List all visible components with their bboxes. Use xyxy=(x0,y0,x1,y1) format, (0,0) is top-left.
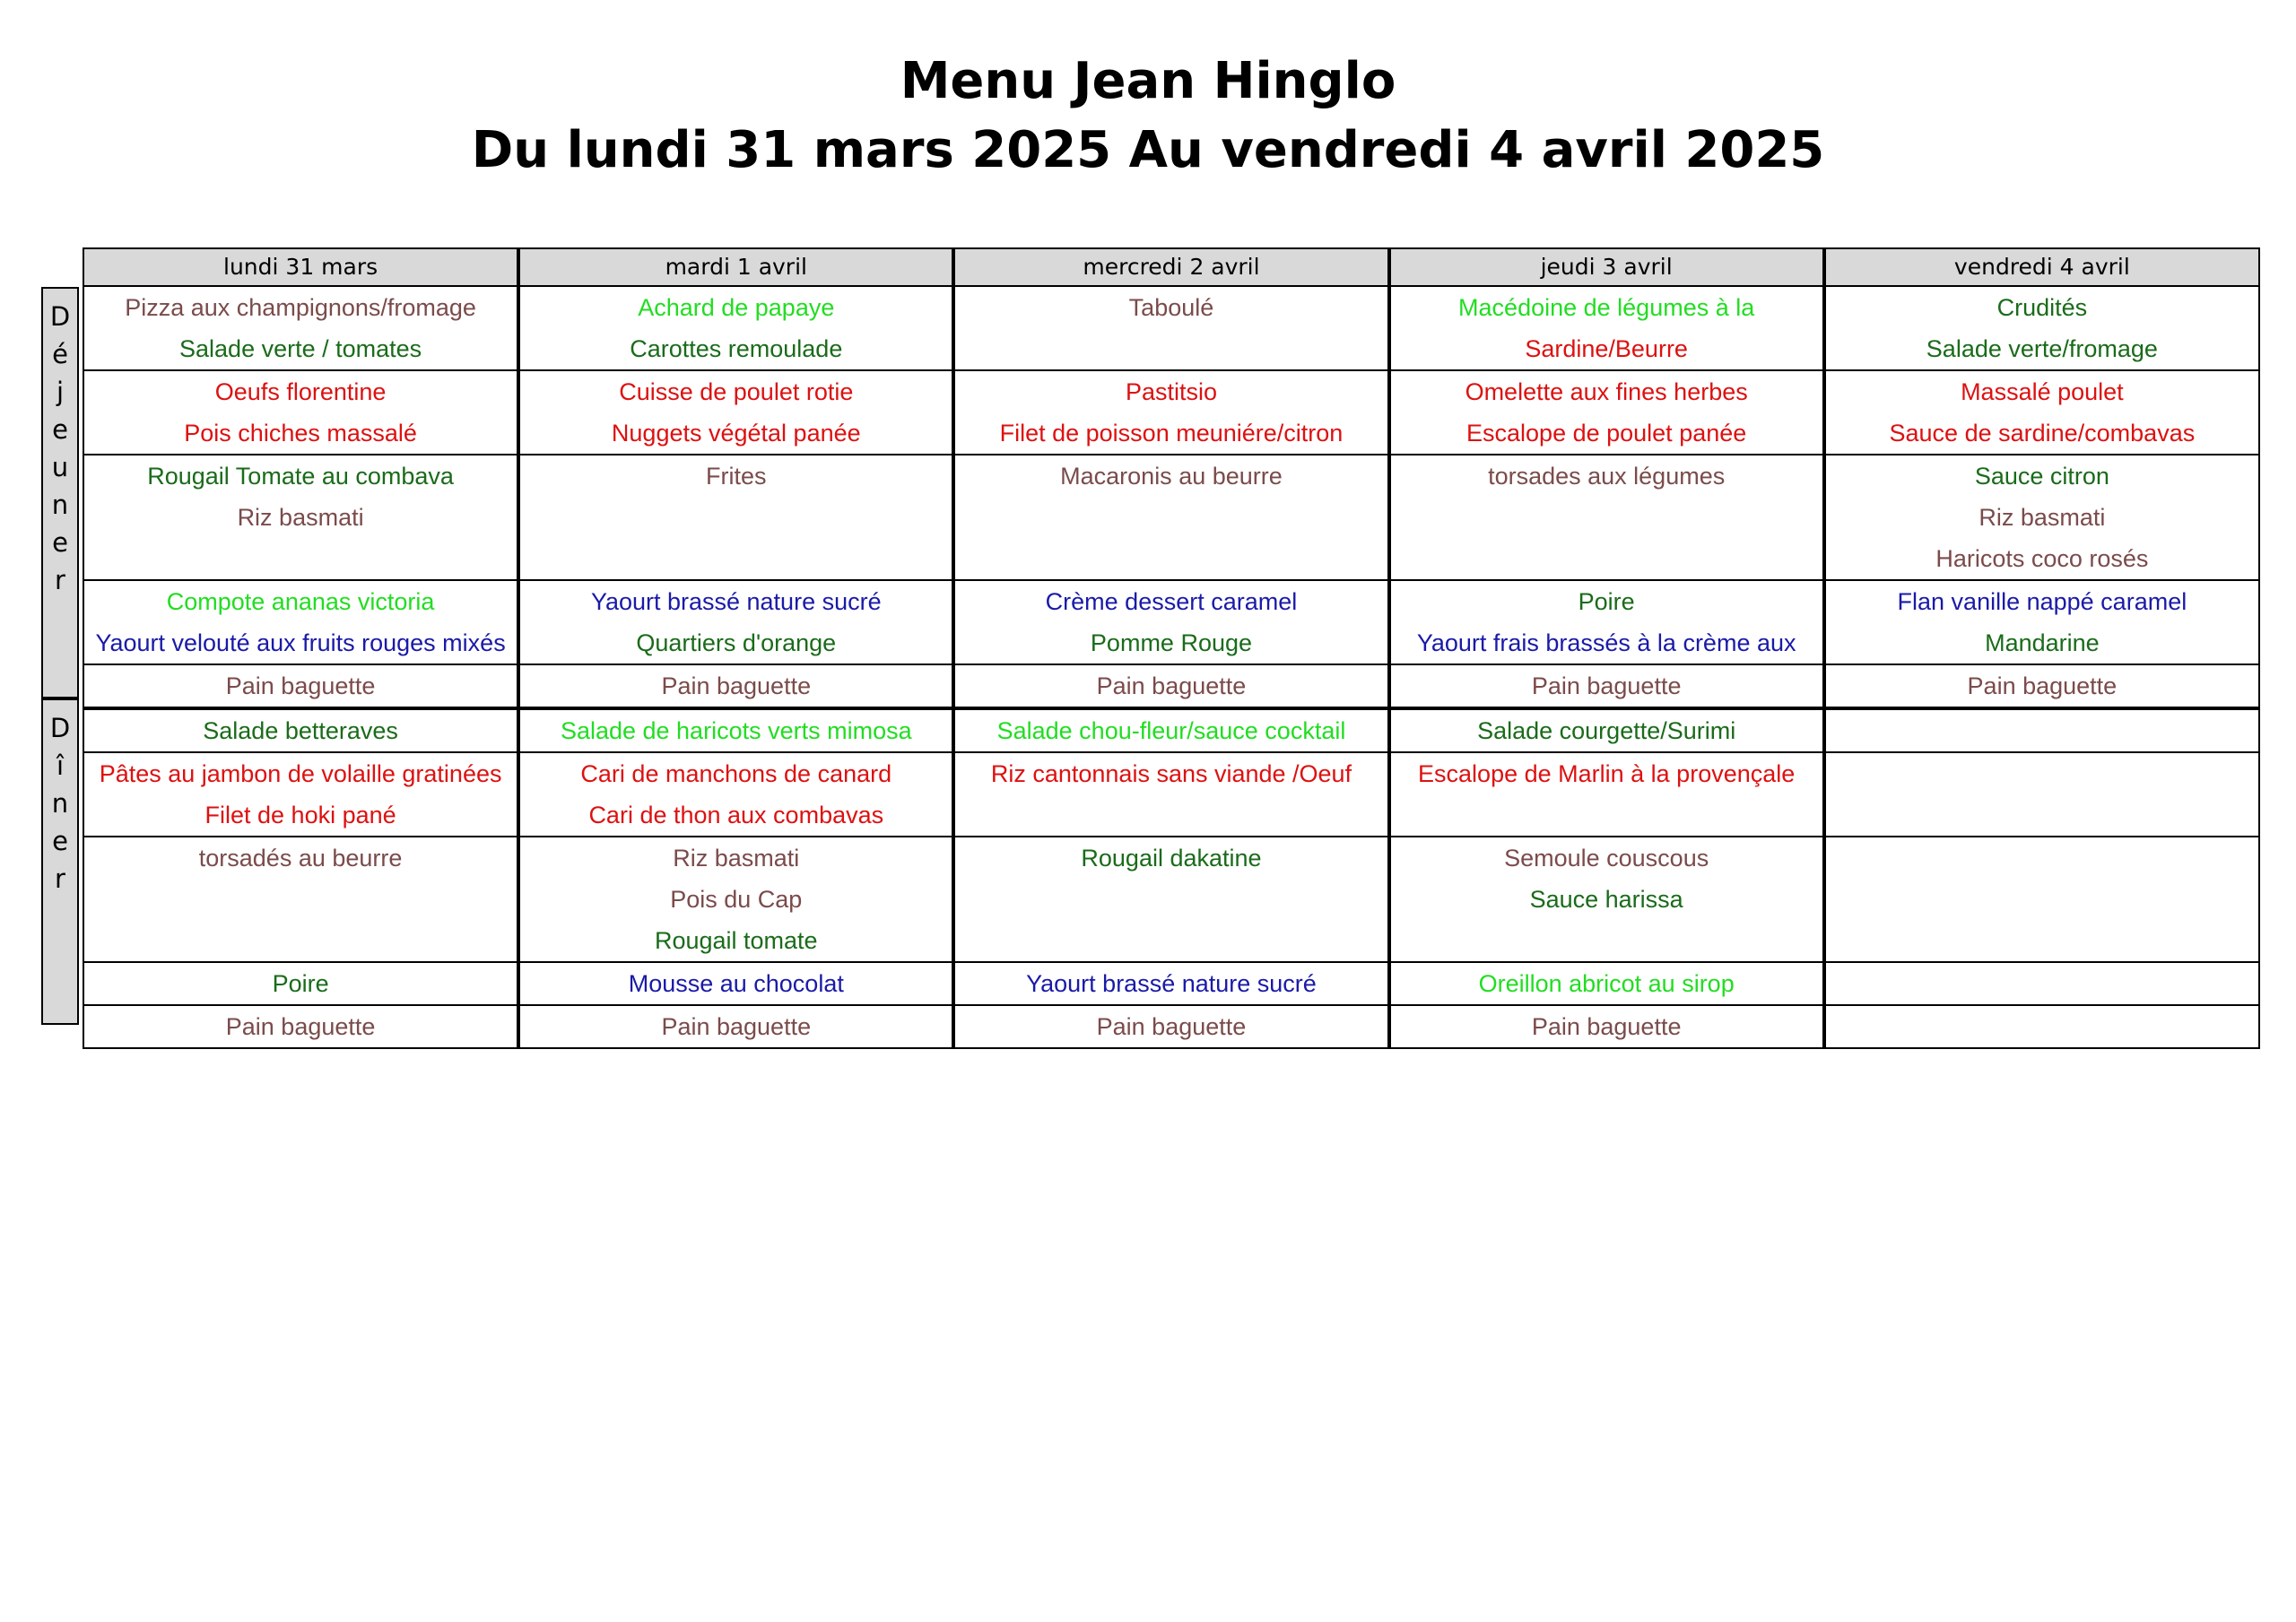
section-letter: j xyxy=(56,377,65,407)
section-letter: n xyxy=(51,788,69,819)
dish-text: Escalope de poulet panée xyxy=(1466,420,1747,447)
dish-text xyxy=(520,538,952,579)
dish-text xyxy=(1391,497,1822,538)
menu-cell xyxy=(518,664,953,708)
menu-cell xyxy=(953,708,1388,752)
section-label-dejeuner xyxy=(41,287,79,698)
dish-text: Rougail dakatine xyxy=(1081,845,1262,872)
dish-text xyxy=(1391,794,1822,836)
menu-cell xyxy=(953,455,1388,580)
dish-text xyxy=(955,497,1387,538)
dish-text: Crème dessert caramel xyxy=(1045,588,1298,615)
dish-text: Yaourt velouté aux fruits rouges mixés xyxy=(95,629,506,656)
dish-text: Pain baguette xyxy=(1531,672,1682,699)
dish-text: Pizza aux champignons/fromage xyxy=(125,294,476,321)
section-letter: é xyxy=(52,339,68,369)
dish-text: Rougail tomate xyxy=(654,927,818,954)
dish-text: Pomme Rouge xyxy=(1090,629,1253,656)
menu-cell xyxy=(1824,370,2259,455)
dish-text xyxy=(84,920,517,961)
dish-text: Sauce citron xyxy=(1974,463,2109,490)
section-letter: î xyxy=(56,750,65,781)
dish-text xyxy=(955,328,1387,369)
menu-cell xyxy=(83,286,518,370)
dish-text: Sauce de sardine/combavas xyxy=(1889,420,2196,447)
dish-text: Riz basmati xyxy=(673,845,800,872)
menu-cell xyxy=(1824,837,2259,962)
dish-text: torsadés au beurre xyxy=(198,845,403,872)
dejeuner-plat-row xyxy=(83,370,2259,455)
menu-cell xyxy=(1824,455,2259,580)
menu-cell xyxy=(1389,962,1824,1005)
menu-cell xyxy=(1824,664,2259,708)
dish-text: Frites xyxy=(706,463,767,490)
menu-cell xyxy=(953,752,1388,837)
dish-text: Yaourt brassé nature sucré xyxy=(590,588,882,615)
menu-cell xyxy=(1389,664,1824,708)
section-letter: r xyxy=(55,863,65,894)
dish-text: Haricots coco rosés xyxy=(1935,545,2149,572)
menu-cell xyxy=(1389,752,1824,837)
dish-text: Riz basmati xyxy=(237,504,364,531)
dish-text: Rougail Tomate au combava xyxy=(147,463,454,490)
diner-dessert-row xyxy=(83,962,2259,1005)
menu-cell xyxy=(1389,580,1824,664)
section-letter: e xyxy=(52,527,68,558)
dish-text: Quartiers d'orange xyxy=(636,629,837,656)
menu-cell xyxy=(83,708,518,752)
dish-text: Poire xyxy=(272,970,329,997)
dish-text: Pâtes au jambon de volaille gratinées xyxy=(99,760,502,787)
diner-plat-row xyxy=(83,752,2259,837)
menu-cell xyxy=(1389,708,1824,752)
dish-text: Pain baguette xyxy=(661,1013,812,1040)
diner-pain-row xyxy=(83,1005,2259,1048)
dish-text: Riz cantonnais sans viande /Oeuf xyxy=(990,760,1352,787)
section-letter: r xyxy=(55,565,65,595)
diner-accompagnement-row xyxy=(83,837,2259,962)
dish-text: Salade chou-fleur/sauce cocktail xyxy=(996,717,1346,744)
dish-text: Filet de hoki pané xyxy=(204,802,396,828)
section-letter: n xyxy=(51,490,69,520)
dish-text xyxy=(1826,753,2258,794)
dish-text xyxy=(955,879,1387,920)
menu-date-range: Du lundi 31 mars 2025 Au vendredi 4 avril 2025 xyxy=(471,121,1825,179)
dish-text: Salade verte / tomates xyxy=(179,335,422,362)
dish-text xyxy=(1826,710,2258,751)
menu-cell xyxy=(953,580,1388,664)
dish-text: Salade betteraves xyxy=(203,717,398,744)
dejeuner-entree-row xyxy=(83,286,2259,370)
menu-cell xyxy=(83,370,518,455)
menu-cell xyxy=(518,580,953,664)
menu-cell xyxy=(83,837,518,962)
menu-cell xyxy=(1389,286,1824,370)
day-header: vendredi 4 avril xyxy=(1824,248,2259,286)
section-letter: e xyxy=(52,826,68,856)
menu-cell xyxy=(518,370,953,455)
menu-cell xyxy=(83,1005,518,1048)
dish-text xyxy=(955,538,1387,579)
dish-text: Pois chiches massalé xyxy=(184,420,417,447)
menu-cell xyxy=(953,370,1388,455)
dish-text: Pain baguette xyxy=(225,672,376,699)
diner-entree-row xyxy=(83,708,2259,752)
dish-text: Pain baguette xyxy=(1096,672,1247,699)
menu-cell xyxy=(518,752,953,837)
dish-text: Yaourt frais brassés à la crème aux xyxy=(1416,629,1796,656)
dish-text: Pain baguette xyxy=(1096,1013,1247,1040)
dish-text xyxy=(520,497,952,538)
menu-cell xyxy=(1824,752,2259,837)
menu-cell xyxy=(953,837,1388,962)
dish-text xyxy=(955,920,1387,961)
section-label-diner xyxy=(41,698,79,1025)
menu-cell xyxy=(83,962,518,1005)
menu-cell xyxy=(518,962,953,1005)
menu-cell xyxy=(1824,580,2259,664)
dejeuner-dessert-row xyxy=(83,580,2259,664)
dish-text: Sardine/Beurre xyxy=(1525,335,1688,362)
menu-cell xyxy=(1389,455,1824,580)
dish-text: Pain baguette xyxy=(1967,672,2118,699)
menu-cell xyxy=(953,962,1388,1005)
menu-cell xyxy=(1389,837,1824,962)
dish-text: Poire xyxy=(1578,588,1635,615)
dish-text: torsades aux légumes xyxy=(1488,463,1726,490)
dish-text: Riz basmati xyxy=(1979,504,2106,531)
dish-text: Pain baguette xyxy=(1531,1013,1682,1040)
menu-cell xyxy=(518,708,953,752)
day-header: jeudi 3 avril xyxy=(1389,248,1824,286)
dish-text xyxy=(955,794,1387,836)
dish-text: Nuggets végétal panée xyxy=(611,420,861,447)
dish-text xyxy=(84,879,517,920)
dish-text: Oeufs florentine xyxy=(214,378,387,405)
menu-cell xyxy=(518,455,953,580)
page-title xyxy=(0,47,2296,185)
dish-text: Macaronis au beurre xyxy=(1060,463,1283,490)
day-header: mardi 1 avril xyxy=(518,248,953,286)
menu-cell xyxy=(83,455,518,580)
dish-text xyxy=(1826,794,2258,836)
dish-text: Oreillon abricot au sirop xyxy=(1478,970,1735,997)
dish-text xyxy=(1826,837,2258,879)
menu-cell xyxy=(1824,962,2259,1005)
dish-text xyxy=(1391,920,1822,961)
dish-text: Massalé poulet xyxy=(1961,378,2124,405)
dish-text: Compote ananas victoria xyxy=(166,588,435,615)
dish-text: Salade courgette/Surimi xyxy=(1477,717,1736,744)
dish-text xyxy=(1826,920,2258,961)
menu-table xyxy=(83,247,2260,1049)
menu-cell xyxy=(1824,1005,2259,1048)
section-letter: e xyxy=(52,414,68,445)
dish-text xyxy=(1826,963,2258,1004)
menu-cell xyxy=(953,1005,1388,1048)
dish-text: Pois du Cap xyxy=(670,886,803,913)
day-header: lundi 31 mars xyxy=(83,248,518,286)
dish-text: Salade de haricots verts mimosa xyxy=(560,717,912,744)
dish-text xyxy=(84,538,517,579)
menu-cell xyxy=(1824,286,2259,370)
menu-cell xyxy=(83,580,518,664)
dish-text: Achard de papaye xyxy=(638,294,835,321)
menu-cell xyxy=(83,664,518,708)
dish-text: Crudités xyxy=(1996,294,2088,321)
menu-cell xyxy=(518,837,953,962)
menu-cell xyxy=(83,752,518,837)
dish-text: Mandarine xyxy=(1985,629,2100,656)
dish-text: Yaourt brassé nature sucré xyxy=(1026,970,1317,997)
dish-text: Pastitsio xyxy=(1125,378,1217,405)
dish-text: Macédoine de légumes à la xyxy=(1458,294,1755,321)
dish-text xyxy=(1826,1006,2258,1047)
dish-text: Filet de poisson meuniére/citron xyxy=(999,420,1344,447)
dish-text: Mousse au chocolat xyxy=(628,970,844,997)
section-letter: D xyxy=(49,301,71,332)
dish-text: Sauce harissa xyxy=(1529,886,1683,913)
dish-text: Cari de manchons de canard xyxy=(580,760,892,787)
dish-text: Pain baguette xyxy=(661,672,812,699)
dish-text: Omelette aux fines herbes xyxy=(1465,378,1748,405)
menu-title: Menu Jean Hinglo xyxy=(900,52,1396,110)
dish-text: Cari de thon aux combavas xyxy=(588,802,884,828)
section-letter: D xyxy=(49,713,71,743)
menu-cell xyxy=(518,286,953,370)
day-header-row xyxy=(83,248,2259,286)
dish-text: Taboulé xyxy=(1128,294,1214,321)
dish-text: Salade verte/fromage xyxy=(1926,335,2158,362)
menu-cell xyxy=(1389,370,1824,455)
section-letter: u xyxy=(51,452,69,482)
dish-text: Escalope de Marlin à la provençale xyxy=(1418,760,1796,787)
dejeuner-accompagnement-row xyxy=(83,455,2259,580)
menu-cell xyxy=(518,1005,953,1048)
dish-text: Cuisse de poulet rotie xyxy=(619,378,854,405)
dish-text xyxy=(1826,879,2258,920)
day-header: mercredi 2 avril xyxy=(953,248,1388,286)
dish-text: Carottes remoulade xyxy=(630,335,843,362)
menu-cell xyxy=(953,664,1388,708)
dish-text: Pain baguette xyxy=(225,1013,376,1040)
dish-text: Semoule couscous xyxy=(1504,845,1709,872)
dish-text: Flan vanille nappé caramel xyxy=(1897,588,2187,615)
menu-cell xyxy=(1824,708,2259,752)
menu-cell xyxy=(953,286,1388,370)
dish-text xyxy=(1391,538,1822,579)
menu-cell xyxy=(1389,1005,1824,1048)
dejeuner-pain-row xyxy=(83,664,2259,708)
